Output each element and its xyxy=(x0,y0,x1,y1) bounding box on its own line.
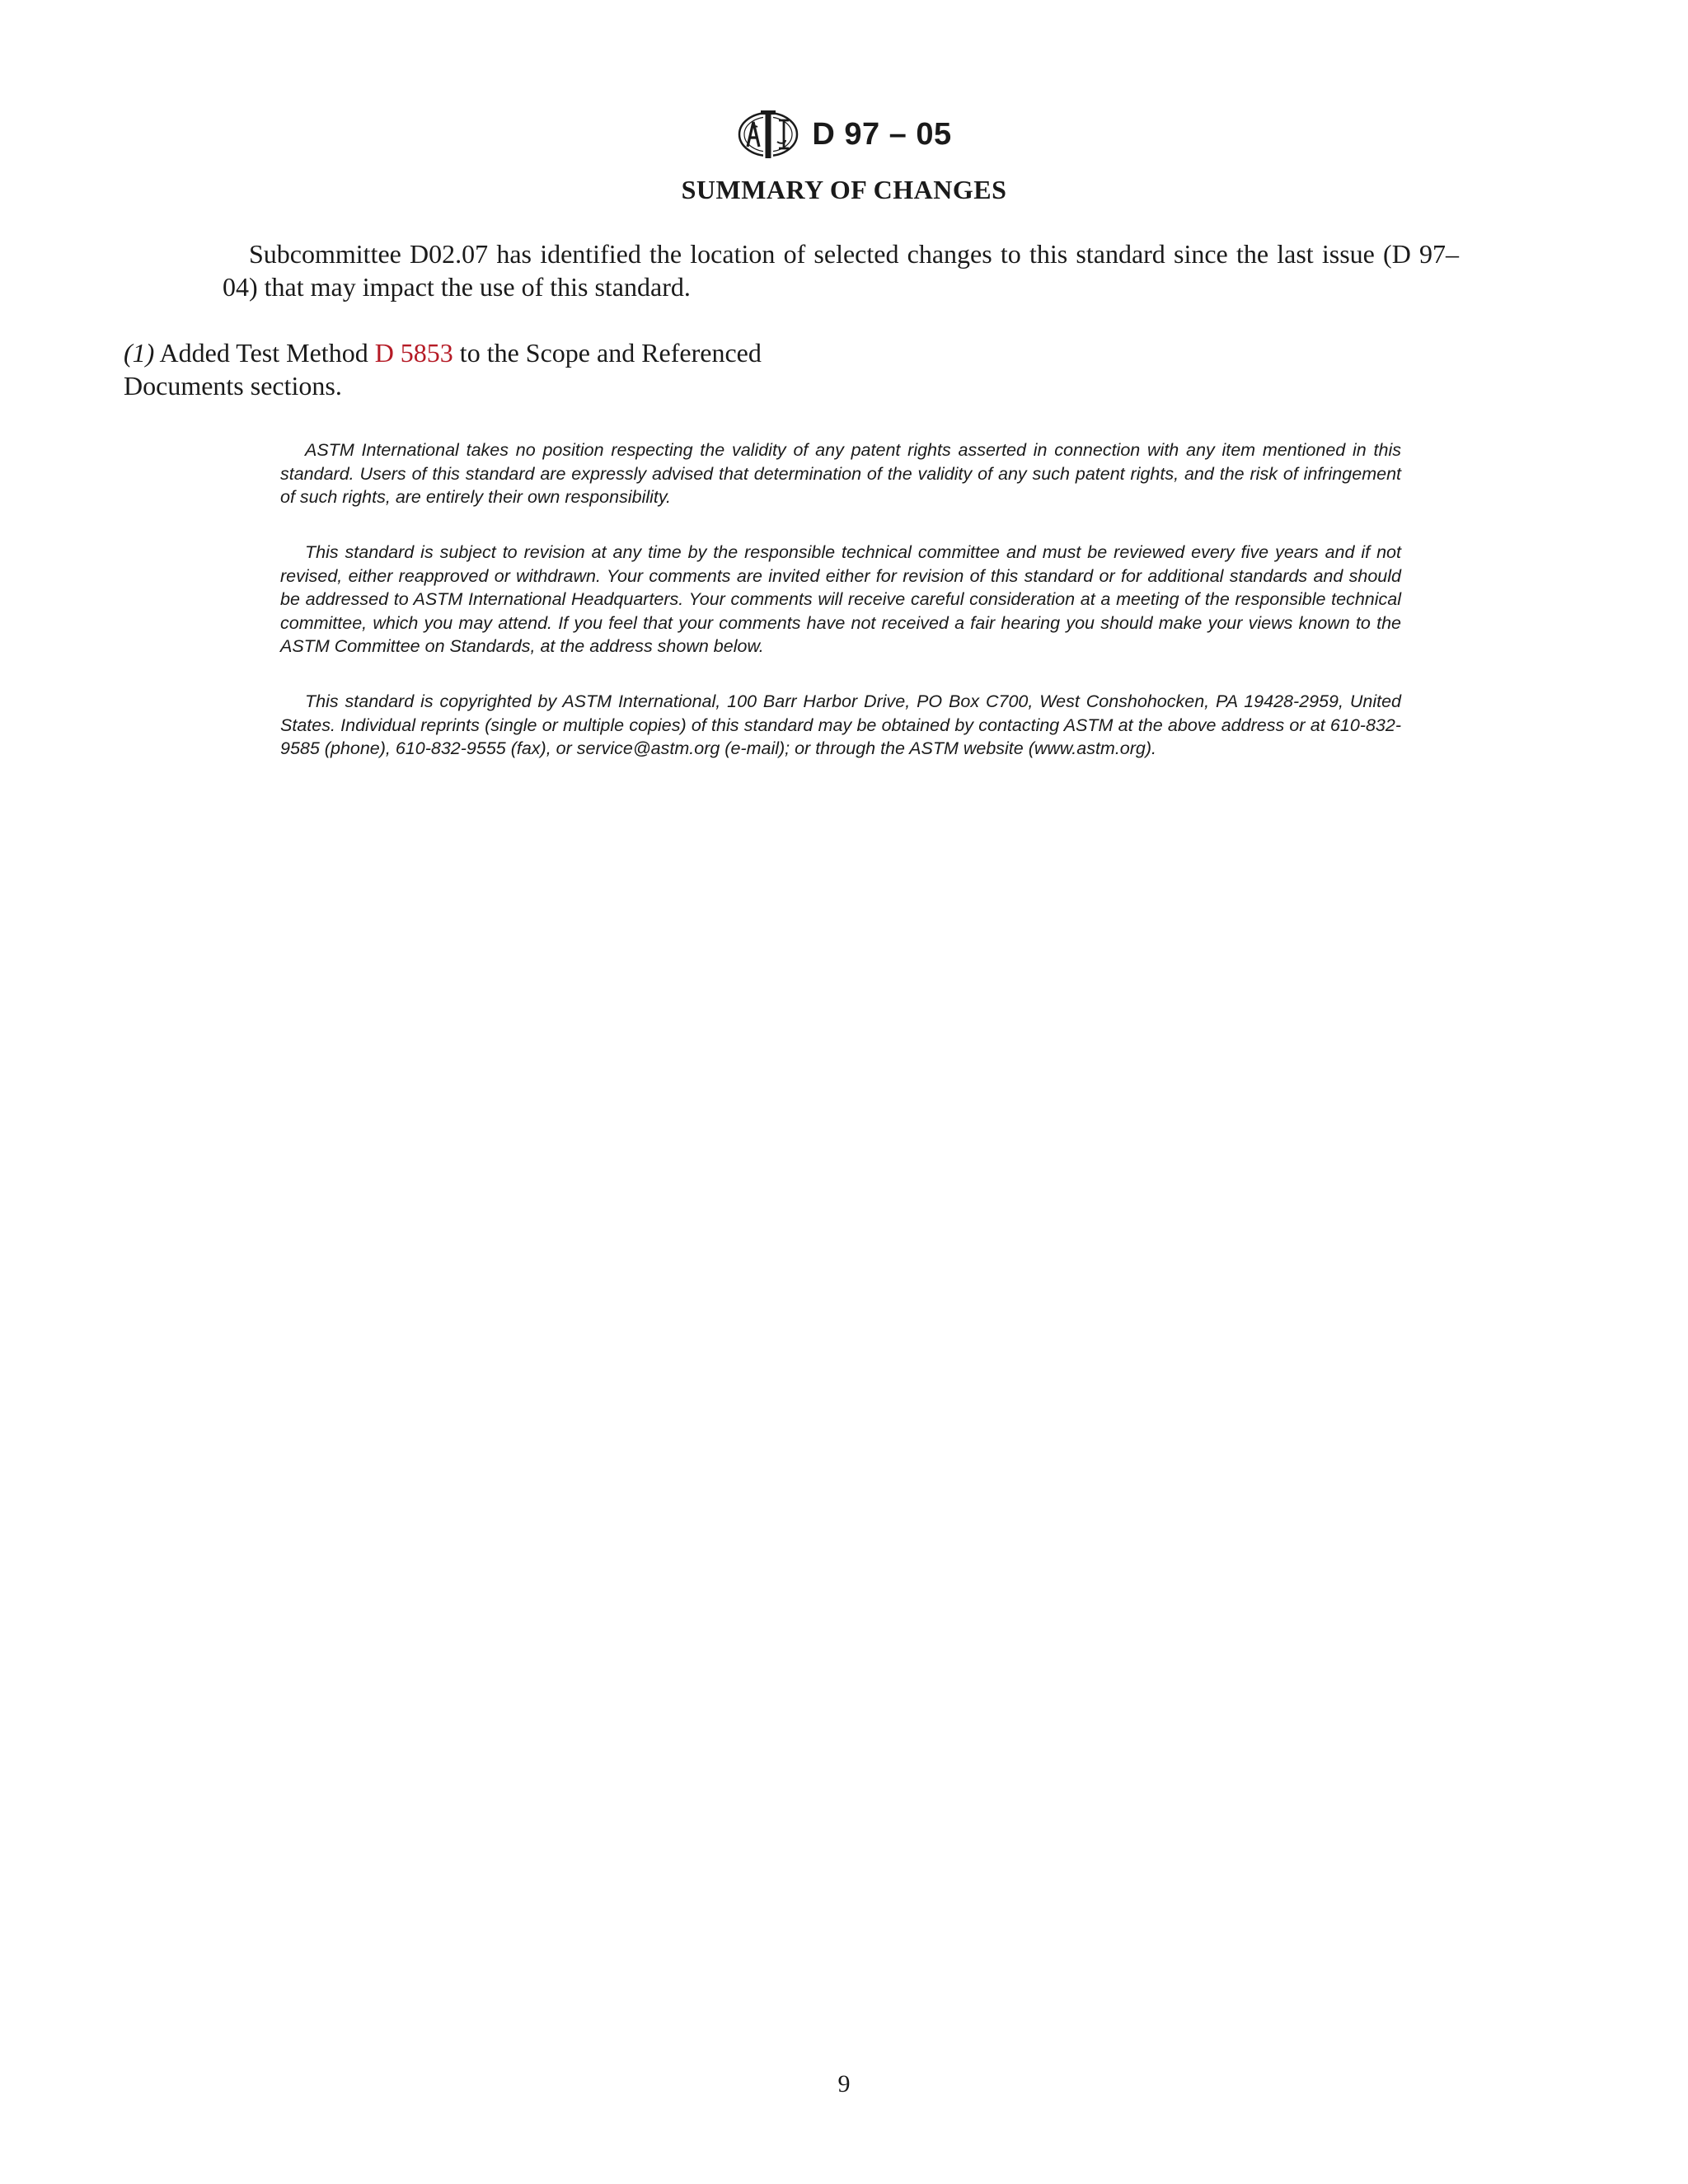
revision-notice: This standard is subject to revision at any time by the responsible technical committee and must be reviewed every five years and if not revised, either reapproved or withdrawn. Your comments are invited either for revision of this standard or for additional standards and should be addressed to ASTM International Headquarters. Your comments will receive careful consideration at a meeting of the responsible technical committee, which you may attend. If you feel that your comments have not received a fair hearing you should make your views known to the ASTM Committee on Standards, at the address shown below. xyxy=(280,542,1401,656)
summary-title: SUMMARY OF CHANGES xyxy=(681,175,1007,204)
change-item-text-after: to the Scope and Referenced Documents sections. xyxy=(124,338,762,401)
change-item-1 xyxy=(124,336,824,402)
summary-intro: Subcommittee D02.07 has identified the location of selected changes to this standard since the last issue (D 97–04) that may impact the use of this standard. xyxy=(223,239,1459,302)
change-item-text-before: Added Test Method xyxy=(159,338,368,368)
patent-notice: ASTM International takes no position respecting the validity of any patent rights asserted in connection with any item mentioned in this standard. Users of this standard are expressly advised that determination of the validity of any such patent rights, and the risk of infringement of such rights, are entirely their own responsibility. xyxy=(280,440,1401,507)
copyright-notice: This standard is copyrighted by ASTM International, 100 Barr Harbor Drive, PO Box C700, West Conshohocken, PA 19428-2959, United States. Individual reprints (single or multiple copies) of this standard may be obtained by contacting ASTM at the above address or at 610-832-9585 (phone), 610-832-9555 (fax), or service@astm.org (e-mail); or through the ASTM website (www.astm.org). xyxy=(280,691,1401,758)
header-inner xyxy=(736,107,951,162)
change-item-number: (1) xyxy=(124,338,155,368)
standard-designation: D 97 – 05 xyxy=(812,116,952,152)
document-header xyxy=(0,105,1688,163)
page-number: 9 xyxy=(837,2070,851,2097)
astm-logo-icon xyxy=(736,107,800,162)
reference-link-d5853[interactable]: D 5853 xyxy=(374,338,453,368)
